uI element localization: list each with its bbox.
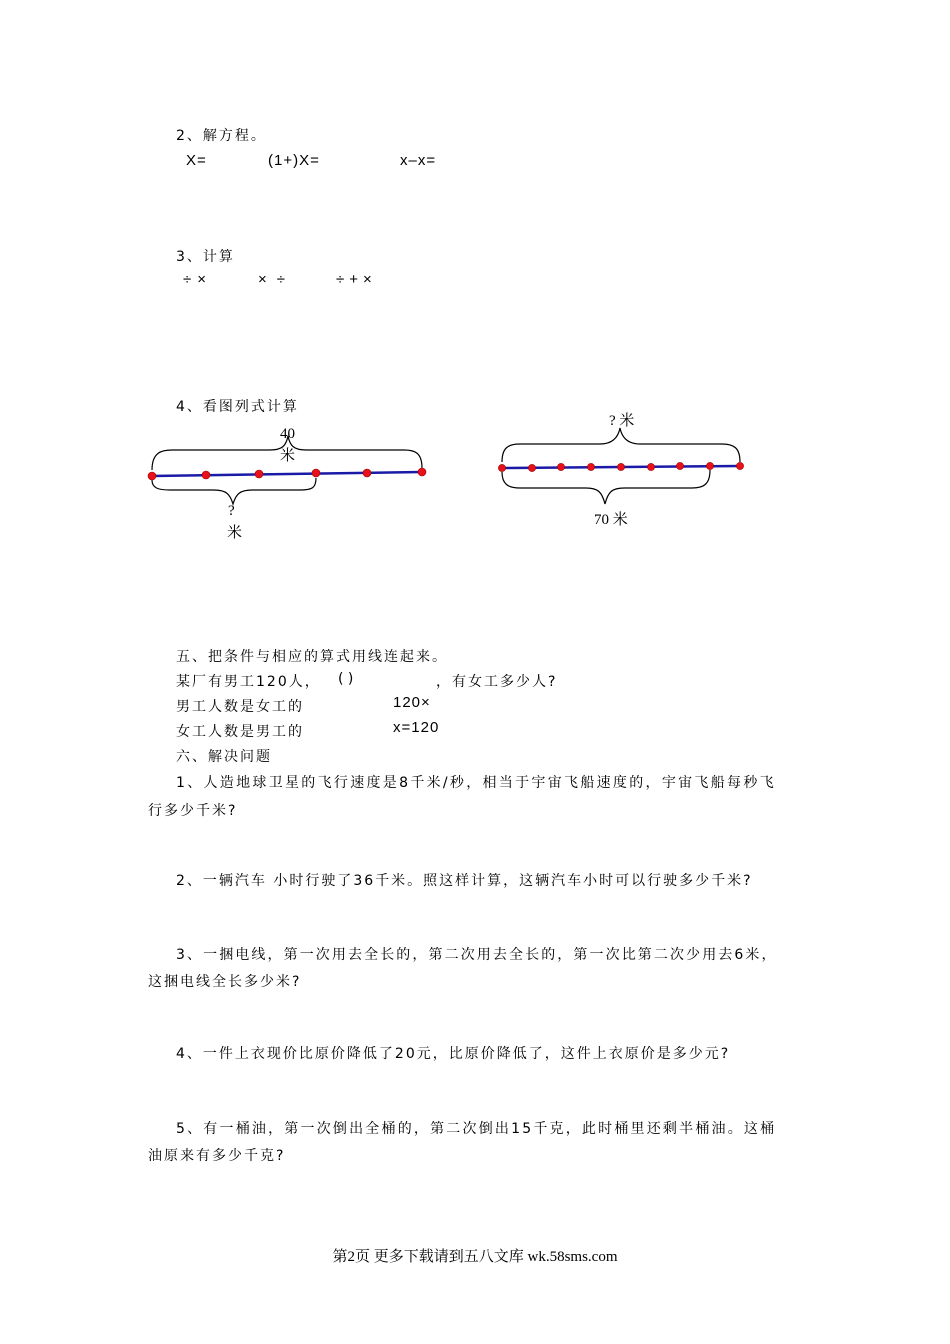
right-dot xyxy=(587,463,594,470)
right-top-label: ? 米 xyxy=(609,413,635,429)
right-dot xyxy=(498,464,505,471)
left-dot xyxy=(202,471,210,479)
left-bottom-brace xyxy=(152,478,316,504)
section-4-title: 4、看图列式计算 xyxy=(176,399,299,415)
section-3-title: 3、计算 xyxy=(176,249,235,265)
expression-1: ÷× xyxy=(183,271,212,288)
problem-1-line-1: 1、人造地球卫星的飞行速度是8千米/秒，相当于宇宙飞船速度的，宇宙飞船每秒飞 xyxy=(176,775,776,791)
left-dot xyxy=(255,470,263,478)
right-dot xyxy=(736,462,743,469)
equation-1: X= xyxy=(186,152,207,169)
section-2-title: 2、解方程。 xyxy=(176,128,267,144)
problem-5-line-1: 5、有一桶油，第一次倒出全桶的，第二次倒出15千克，此时桶里还剩半桶油。这桶 xyxy=(176,1121,777,1137)
right-bottom-label: 70 米 xyxy=(594,512,628,528)
left-segment-line xyxy=(152,472,422,476)
left-dot xyxy=(418,468,426,476)
problem-4-line-1: 4、一件上衣现价比原价降低了20元，比原价降低了，这件上衣原价是多少元? xyxy=(176,1046,731,1062)
left-bottom-unit: 米 xyxy=(227,525,243,541)
right-dot xyxy=(676,462,683,469)
left-dot xyxy=(148,472,156,480)
part-5-stem-paren: ( ) xyxy=(338,671,354,687)
condition-2: 女工人数是男工的 xyxy=(176,724,304,740)
right-dot xyxy=(557,463,564,470)
expression-2: ×÷ xyxy=(258,271,295,288)
left-top-unit: 米 xyxy=(280,448,296,464)
left-dot xyxy=(363,469,371,477)
left-top-value: 40 xyxy=(280,426,295,442)
problem-1-line-2: 行多少千米? xyxy=(148,803,238,819)
right-dot xyxy=(528,464,535,471)
equation-3: x–x= xyxy=(400,152,437,169)
formula-2: x=120 xyxy=(393,719,440,736)
condition-1: 男工人数是女工的 xyxy=(176,699,304,715)
page-footer: 第2页 更多下载请到五八文库 wk.58sms.com xyxy=(332,1249,618,1265)
problem-5-line-2: 油原来有多少千克? xyxy=(148,1148,286,1164)
part-5-stem-b: ，有女工多少人? xyxy=(436,674,558,690)
problem-3-line-2: 这捆电线全长多少米? xyxy=(148,974,302,990)
right-dot xyxy=(617,463,624,470)
left-dot xyxy=(312,469,320,477)
part-5-stem-a: 某厂有男工120人， xyxy=(176,674,321,690)
right-dot xyxy=(647,463,654,470)
problem-3-line-1: 3、一捆电线，第一次用去全长的，第二次用去全长的，第一次比第二次少用去6米， xyxy=(176,947,778,963)
left-bottom-question: ? xyxy=(228,503,235,519)
problem-2-line-1: 2、一辆汽车 小时行驶了36千米。照这样计算，这辆汽车小时可以行驶多少千米? xyxy=(176,873,753,889)
right-dot xyxy=(706,462,713,469)
formula-1: 120× xyxy=(393,694,431,711)
part-6-title: 六、解决问题 xyxy=(176,749,272,765)
expression-3: ÷+× xyxy=(336,271,377,288)
right-top-brace xyxy=(502,428,740,462)
equation-2: (1+)X= xyxy=(268,152,320,169)
part-5-title: 五、把条件与相应的算式用线连起来。 xyxy=(176,649,448,665)
right-bottom-brace xyxy=(502,470,710,504)
right-diagram xyxy=(498,428,743,504)
